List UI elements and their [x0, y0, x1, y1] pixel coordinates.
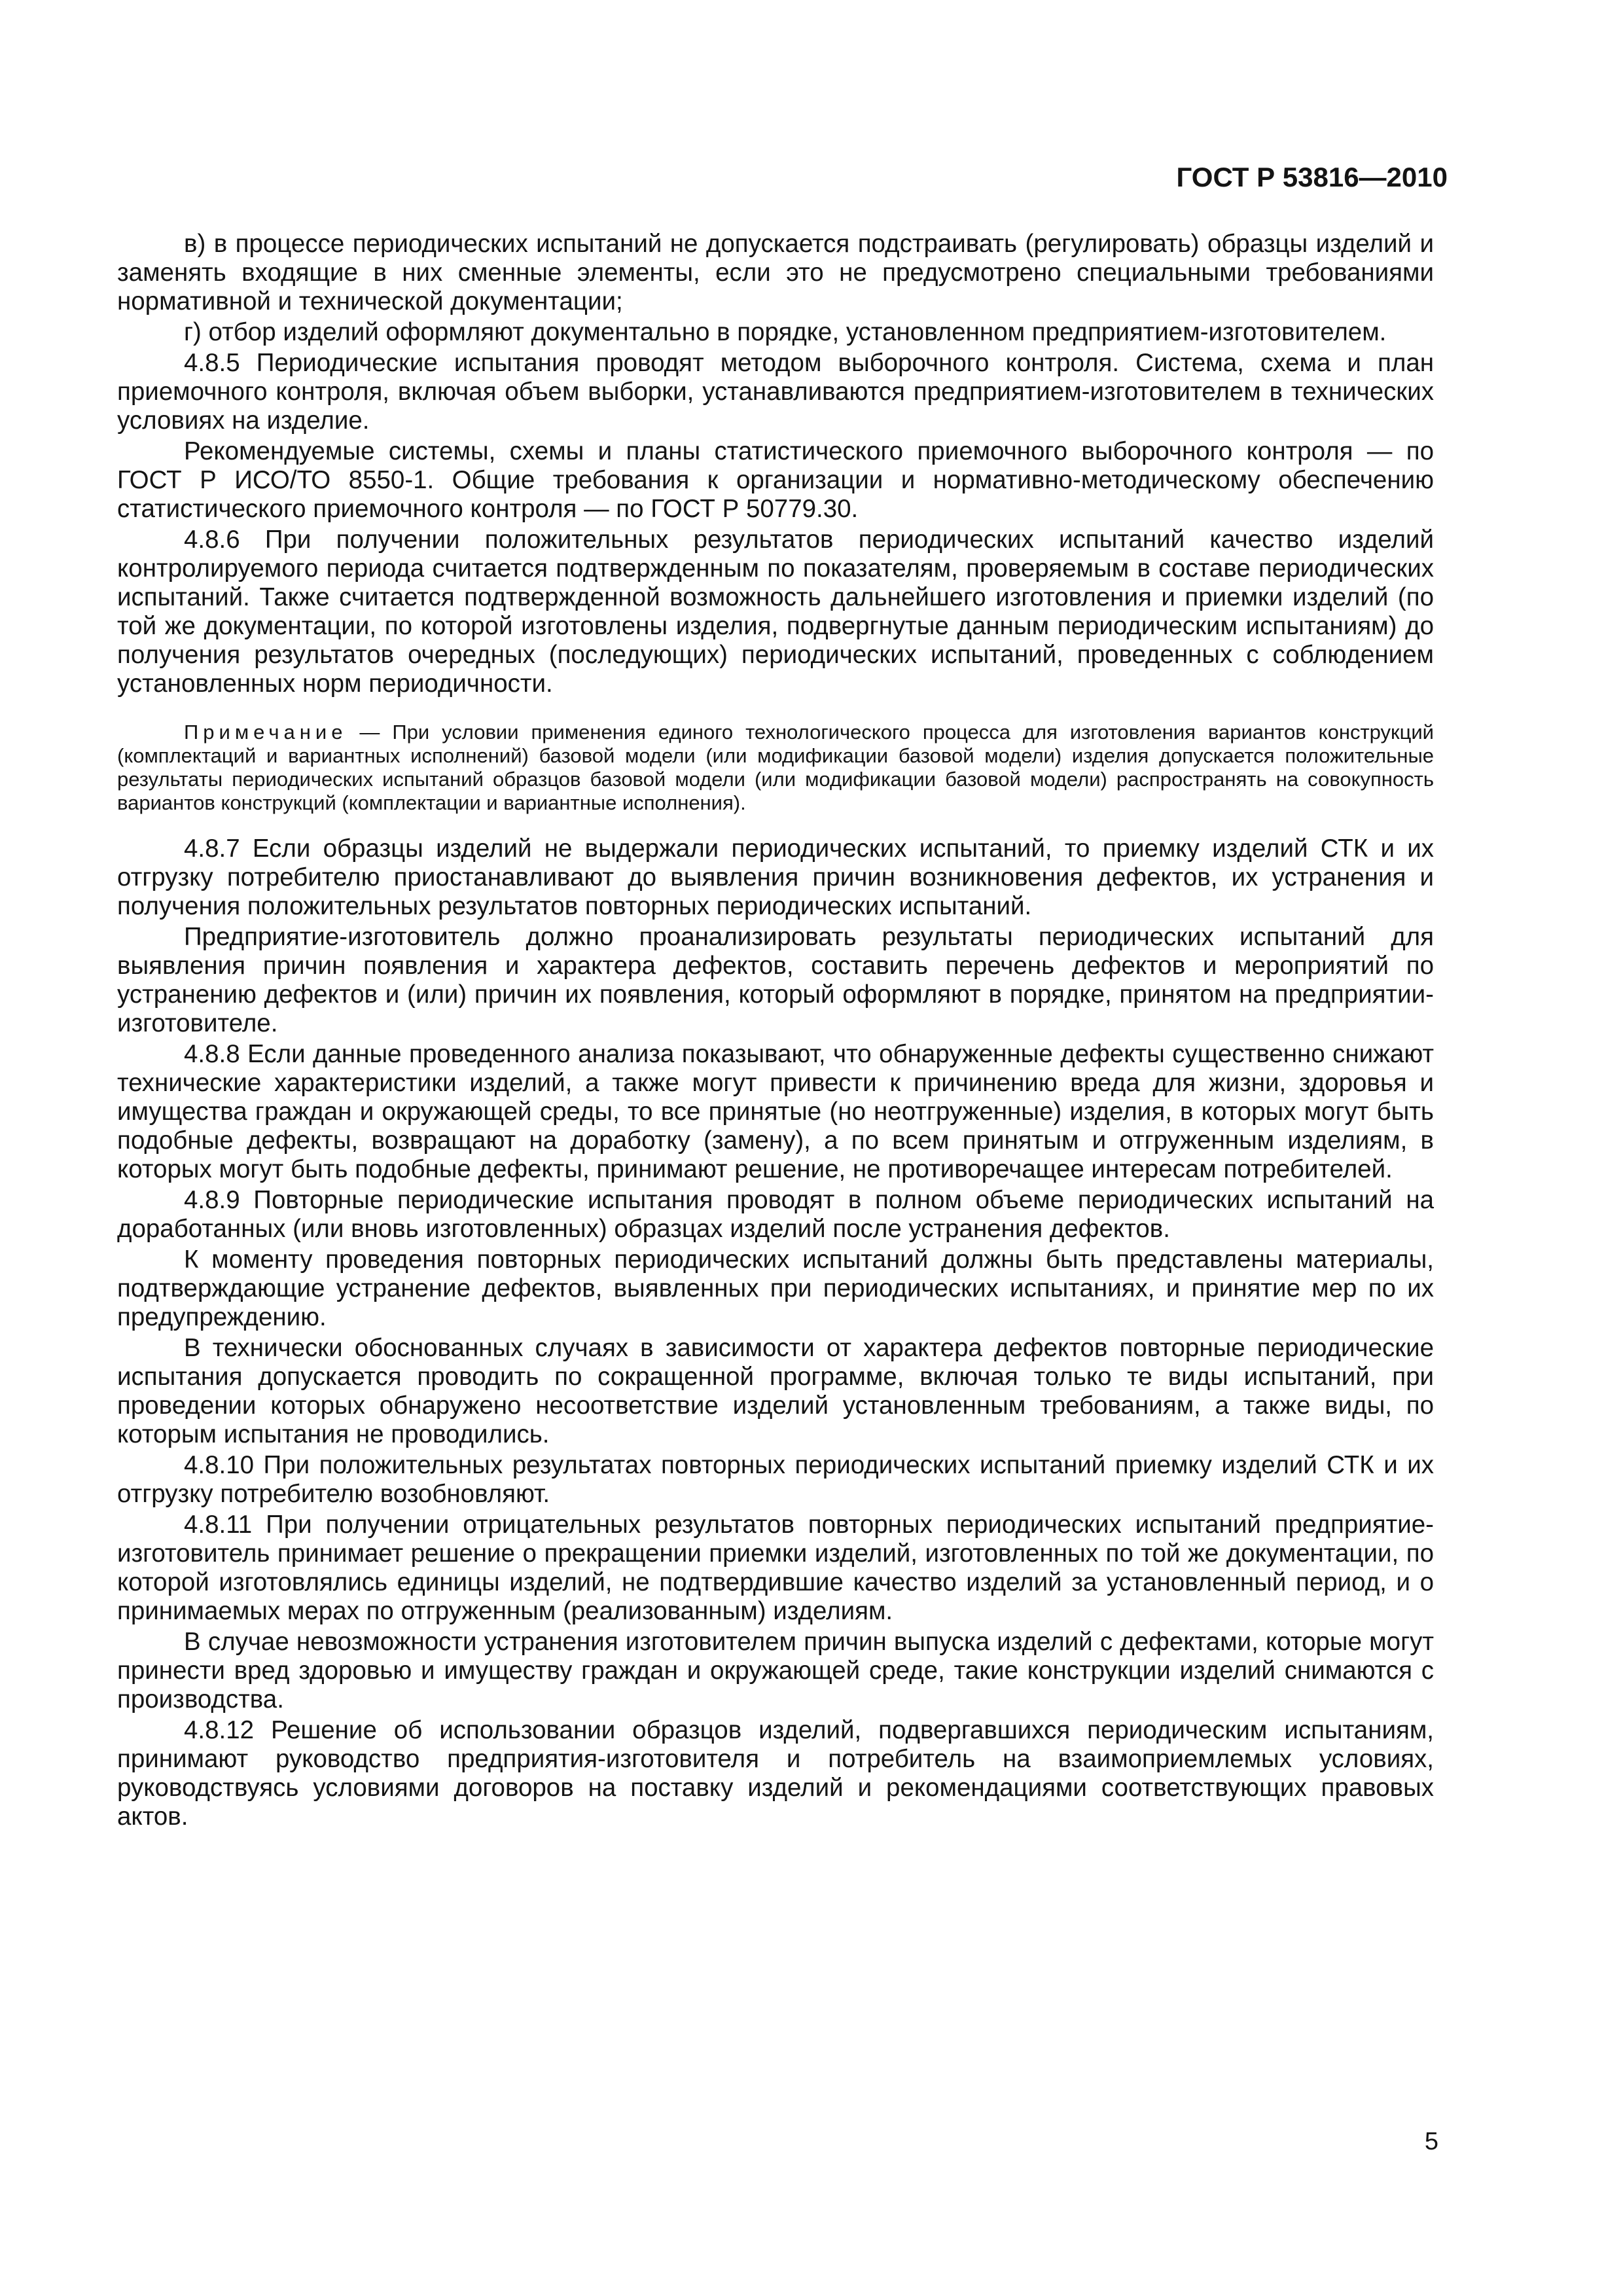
note-label: Примечание: [184, 721, 348, 744]
paragraph-item-v: в) в процессе периодических испытаний не допускается подстраивать (регулировать) образцы изделий и заменять входящие в них сменные элементы, если это не предусмотрено специальными требованиями нормативной и технической документации;: [117, 230, 1434, 315]
note-text: — При условии применения единого технологического процесса для изготовления вариантов конструкций (комплектаций и вариантных исполнений) базовой модели (или модификации базовой модели) изделия допускается положительные результаты периодических испытаний образцов базовой модели (или модификации базовой модели) распространять на совокупность вариантов конструкций (комплектации и вариантные исполнения).: [117, 721, 1434, 814]
document-body: [117, 230, 1434, 1833]
paragraph-4-8-5: 4.8.5 Периодические испытания проводят методом выборочного контроля. Система, схема и план приемочного контроля, включая объем выборки, устанавливаются предприятием-изготовителем в технических условиях на изделие.: [117, 349, 1434, 435]
paragraph-materials: К моменту проведения повторных периодических испытаний должны быть представлены материалы, подтверждающие устранение дефектов, выявленных при периодических испытаниях, и принятие мер по их предупреждению.: [117, 1246, 1434, 1331]
note: [117, 721, 1434, 815]
paragraph-4-8-12: 4.8.12 Решение об использовании образцов изделий, подвергавшихся периодическим испытаниям, принимают руководство предприятия-изготовителя и потребитель на взаимоприемлемых условиях, руководствуясь условиями договоров на поставку изделий и рекомендациями соответствующих правовых актов.: [117, 1716, 1434, 1831]
page-number: 5: [1424, 2128, 1438, 2155]
paragraph-4-8-8: 4.8.8 Если данные проведенного анализа показывают, что обнаруженные дефекты существенно снижают технические характеристики изделий, а также могут привести к причинению вреда для жизни, здоровья и имущества граждан и окружающей среды, то все принятые (но неотгруженные) изделия, в которых могут быть подобные дефекты, возвращают на доработку (замену), а по всем принятым и отгруженным изделиям, в которых могут быть подобные дефекты, принимают решение, не противоречащее интересам потребителей.: [117, 1040, 1434, 1183]
paragraph-impossibility: В случае невозможности устранения изготовителем причин выпуска изделий с дефектами, которые могут принести вред здоровью и имуществу граждан и окружающей среде, такие конструкции изделий снимаются с производства.: [117, 1628, 1434, 1713]
paragraph-4-8-10: 4.8.10 При положительных результатах повторных периодических испытаний приемку изделий СТК и их отгрузку потребителю возобновляют.: [117, 1451, 1434, 1508]
paragraph-reduced-program: В технически обоснованных случаях в зависимости от характера дефектов повторные периодические испытания допускается проводить по сокращенной программе, включая только те виды испытаний, при проведении которых обнаружено несоответствие изделий установленным требованиям, а также виды, по которым испытания не проводились.: [117, 1334, 1434, 1448]
paragraph-4-8-7: 4.8.7 Если образцы изделий не выдержали периодических испытаний, то приемку изделий СТК и их отгрузку потребителю приостанавливают до выявления причин возникновения дефектов, их устранения и получения положительных результатов повторных периодических испытаний.: [117, 834, 1434, 920]
paragraph-4-8-6: 4.8.6 При получении положительных результатов периодических испытаний качество изделий контролируемого периода считается подтвержденным по показателям, проверяемым в составе периодических испытаний. Также считается подтвержденной возможность дальнейшего изготовления и приемки изделий (по той же документации, по которой изготовлены изделия, подвергнутые данным периодическим испытаниям) до получения результатов очередных (последующих) периодических испытаний, проведенных с соблюдением установленных норм периодичности.: [117, 526, 1434, 698]
paragraph-recommended-systems: Рекомендуемые системы, схемы и планы статистического приемочного выборочного контроля — по ГОСТ Р ИСО/ТО 8550-1. Общие требования к организации и нормативно-методическому обеспечению статистического приемочного контроля — по ГОСТ Р 50779.30.: [117, 437, 1434, 523]
paragraph-4-8-11: 4.8.11 При получении отрицательных результатов повторных периодических испытаний предприятие-изготовитель принимает решение о прекращении приемки изделий, изготовленных по той же документации, по которой изготовлялись единицы изделий, не подтвердившие качество изделий за установленный период, и о принимаемых мерах по отгруженным (реализованным) изделиям.: [117, 1511, 1434, 1625]
document-header: ГОСТ Р 53816—2010: [1176, 162, 1448, 192]
paragraph-4-8-9: 4.8.9 Повторные периодические испытания проводят в полном объеме периодических испытаний на доработанных (или вновь изготовленных) образцах изделий после устранения дефектов.: [117, 1186, 1434, 1243]
paragraph-analysis: Предприятие-изготовитель должно проанализировать результаты периодических испытаний для выявления причин появления и характера дефектов, составить перечень дефектов и мероприятий по устранению дефектов и (или) причин их появления, который оформляют в порядке, принятом на предприятии-изготовителе.: [117, 923, 1434, 1037]
paragraph-item-g: г) отбор изделий оформляют документально в порядке, установленном предприятием-изготовителем.: [184, 318, 1387, 346]
